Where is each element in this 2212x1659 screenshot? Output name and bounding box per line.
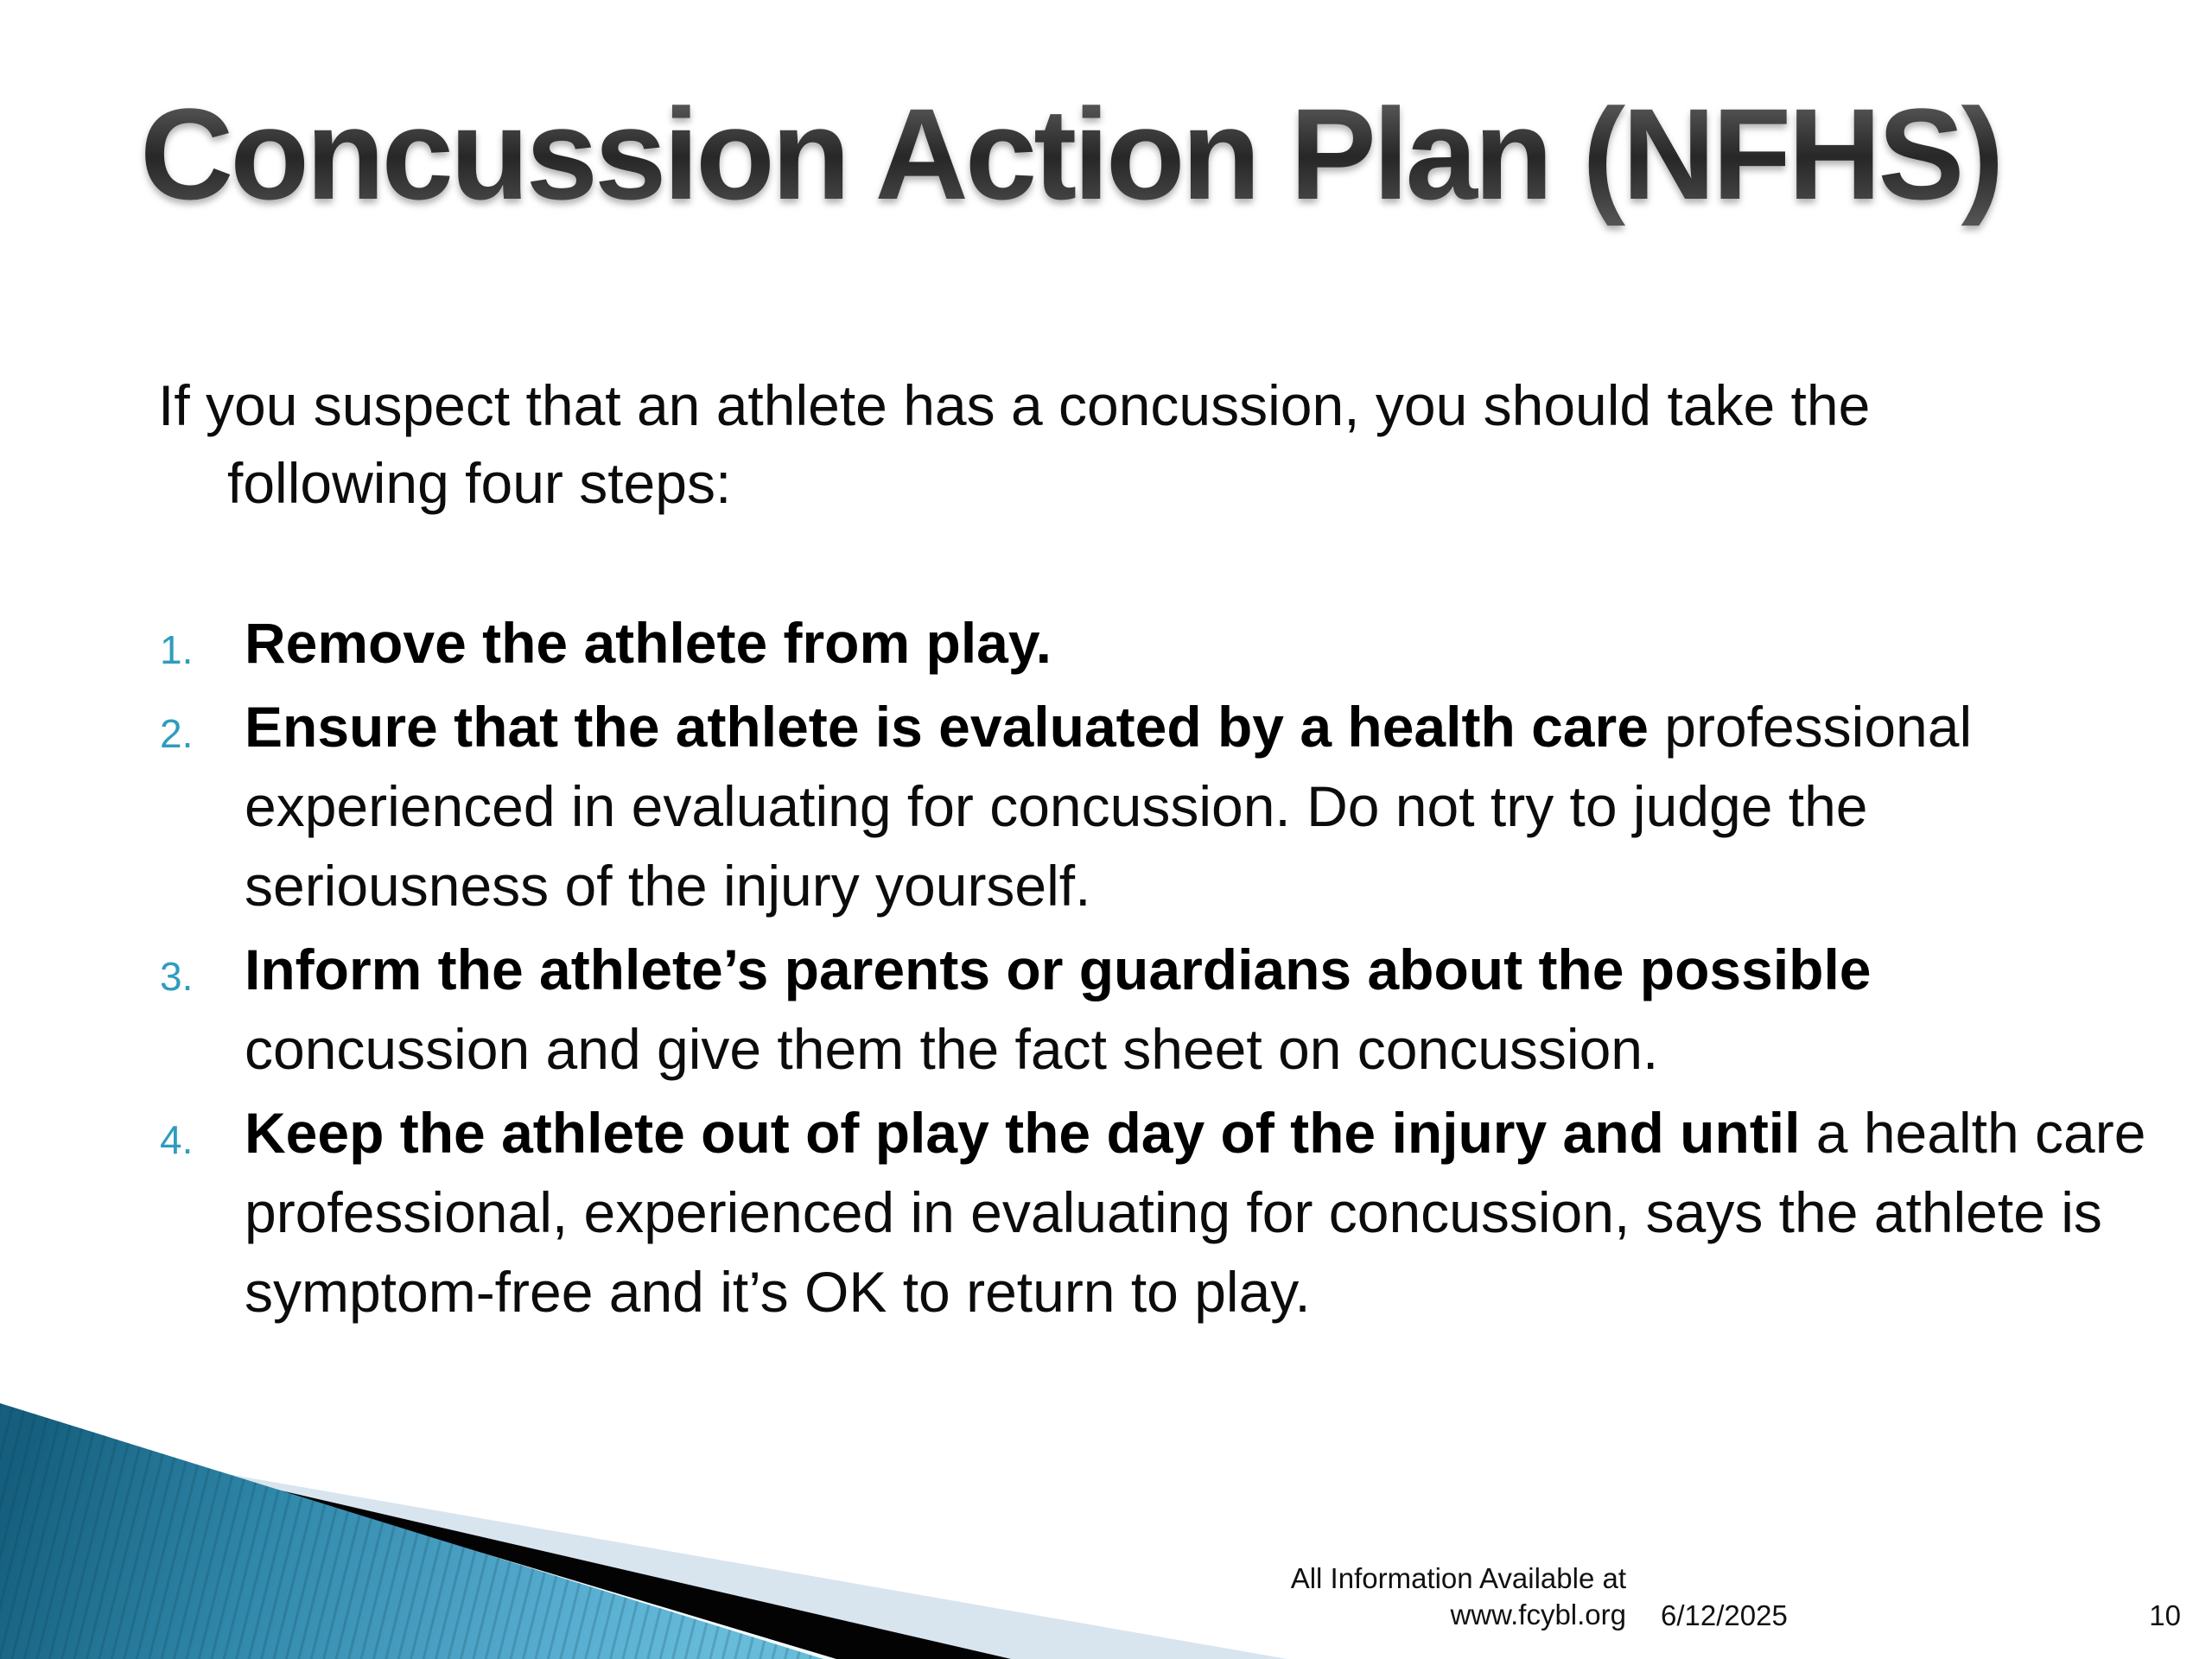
ribbon-white-sliver <box>0 1408 836 1659</box>
step-number: 2. <box>160 711 194 756</box>
footer-date: 6/12/2025 <box>1661 1599 1788 1631</box>
step-regular-text: a health care professional, experienced in evaluating for concussion, says the athlete is symptom-free and it’s OK to return to play. <box>245 1101 2146 1324</box>
step-bold-text: Inform the athlete’s parents or guardians about the possible <box>245 938 1872 1001</box>
step-number: 3. <box>160 954 194 999</box>
ribbon-teal-stripes <box>0 1403 823 1659</box>
step-regular-text: professional experienced in evaluating for concussion. Do not try to judge the seriousness of the injury yourself. <box>245 695 1973 918</box>
ribbon-black-wedge <box>0 1426 1011 1659</box>
step-item-1 <box>160 603 2156 683</box>
step-item-2 <box>160 687 2156 925</box>
intro-text: If you suspect that an athlete has a concussion, you should take the following four steps: <box>158 373 1871 515</box>
footer-info-line1: All Information Available at <box>1290 1562 1626 1594</box>
step-bold-text: Remove the athlete from play. <box>245 611 1052 675</box>
ribbon-pale-wedge <box>0 1434 1287 1659</box>
footer-info-block <box>1291 1560 1626 1633</box>
action-steps-list <box>160 603 2156 1336</box>
step-bold-text: Keep the athlete out of play the day of the injury and until <box>245 1101 1801 1165</box>
step-number: 4. <box>160 1117 194 1162</box>
ribbon-teal-wedge <box>0 1403 823 1659</box>
step-number: 1. <box>160 627 194 672</box>
footer-website: www.fcybl.org <box>1450 1599 1626 1630</box>
step-regular-text: concussion and give them the fact sheet on concussion. <box>245 1017 1659 1081</box>
step-bold-text: Ensure that the athlete is evaluated by a health care <box>245 695 1649 759</box>
step-item-4 <box>160 1093 2156 1332</box>
footer-page-number: 10 <box>2149 1599 2181 1631</box>
step-item-3 <box>160 930 2156 1089</box>
slide-title: Concussion Action Plan (NFHS) <box>140 79 2000 229</box>
